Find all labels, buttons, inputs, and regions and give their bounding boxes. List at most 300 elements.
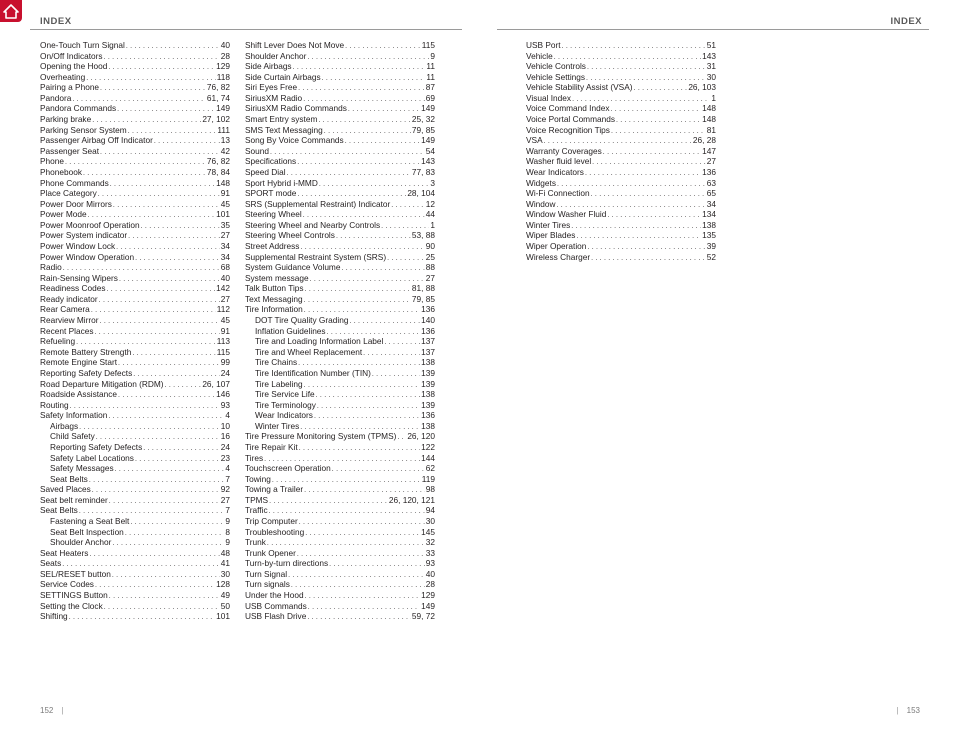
index-subentry <box>245 315 435 326</box>
dot-leader <box>126 42 220 53</box>
index-entry <box>245 167 435 178</box>
index-entry <box>245 611 435 622</box>
entry-term: Vehicle Stability Assist (VSA) <box>526 82 633 93</box>
entry-page: 77, 83 <box>411 166 435 177</box>
dot-leader <box>345 42 421 53</box>
index-entry <box>245 114 435 125</box>
index-entry <box>245 537 435 548</box>
entry-term: Safety Label Locations <box>50 452 134 463</box>
dot-leader <box>318 116 411 127</box>
dot-leader <box>348 105 420 116</box>
entry-term: Washer fluid level <box>526 156 592 167</box>
entry-term: Inflation Guidelines <box>255 325 326 336</box>
dot-leader <box>298 84 425 95</box>
entry-term: Side Airbags <box>245 61 292 72</box>
entry-page: 50 <box>220 600 230 611</box>
dot-leader <box>304 381 420 392</box>
index-subentry <box>245 336 435 347</box>
entry-page: 7 <box>225 505 230 516</box>
entry-term: SiriusXM Radio <box>245 92 303 103</box>
entry-page: 27, 102 <box>202 114 230 125</box>
index-entry <box>245 283 435 294</box>
index-entry <box>245 579 435 590</box>
entry-term: Voice Portal Commands <box>526 114 616 125</box>
entry-page: 26, 107 <box>202 378 230 389</box>
index-subentry <box>245 389 435 400</box>
index-entry <box>526 114 716 125</box>
index-entry <box>40 548 230 559</box>
entry-term: System Guidance Volume <box>245 262 341 273</box>
entry-term: Wiper Blades <box>526 230 576 241</box>
index-entry <box>245 294 435 305</box>
index-entry <box>245 601 435 612</box>
index-entry <box>40 262 230 273</box>
index-entry <box>40 315 230 326</box>
entry-term: Troubleshooting <box>245 526 305 537</box>
index-entry <box>40 326 230 337</box>
entry-term: Shifting <box>40 611 68 622</box>
dot-leader <box>611 127 706 138</box>
entry-page: 79, 85 <box>411 293 435 304</box>
entry-term: Safety Information <box>40 410 108 421</box>
dot-leader <box>143 444 220 455</box>
entry-term: Power Moonroof Operation <box>40 219 140 230</box>
dot-leader <box>310 275 425 286</box>
entry-term: System message <box>245 272 309 283</box>
entry-page: 93 <box>220 399 230 410</box>
entry-page: 8 <box>225 526 230 537</box>
index-entry <box>245 146 435 157</box>
entry-page: 27 <box>706 156 716 167</box>
dot-leader <box>91 306 216 317</box>
index-entry <box>526 199 716 210</box>
index-subentry <box>245 400 435 411</box>
index-entry <box>245 178 435 189</box>
dot-leader <box>269 497 388 508</box>
entry-page: 88 <box>425 262 435 273</box>
dot-leader <box>108 63 215 74</box>
entry-page: 137 <box>421 336 435 347</box>
entry-term: Vehicle Controls <box>526 61 586 72</box>
index-entry <box>40 40 230 51</box>
entry-term: Service Codes <box>40 579 94 590</box>
entry-term: Wiper Operation <box>526 240 587 251</box>
index-entry <box>40 579 230 590</box>
entry-page: 69 <box>425 92 435 103</box>
entry-page: 31 <box>706 61 716 72</box>
index-entry <box>245 548 435 559</box>
index-entry <box>526 209 716 220</box>
dot-leader <box>79 423 220 434</box>
index-entry <box>245 304 435 315</box>
entry-term: Vehicle Settings <box>526 71 586 82</box>
entry-term: Ready indicator <box>40 293 98 304</box>
entry-term: Sound <box>245 145 269 156</box>
entry-page: 45 <box>220 198 230 209</box>
dot-leader <box>299 444 420 455</box>
entry-term: Tire Information <box>245 304 303 315</box>
entry-term: Steering Wheel Controls <box>245 230 335 241</box>
entry-term: Passenger Seat <box>40 145 100 156</box>
index-entry <box>245 40 435 51</box>
entry-term: Tire Identification Number (TIN) <box>255 367 371 378</box>
index-entry <box>245 527 435 538</box>
dot-leader <box>616 116 701 127</box>
index-entry <box>40 188 230 199</box>
dot-leader <box>100 317 220 328</box>
entry-term: Tire Pressure Monitoring System (TPMS) <box>245 431 397 442</box>
dot-leader <box>69 613 215 624</box>
dot-leader <box>119 275 220 286</box>
entry-page: 128 <box>216 579 230 590</box>
dot-leader <box>89 550 219 561</box>
entry-page: 147 <box>702 145 716 156</box>
entry-page: 26, 103 <box>688 82 716 93</box>
entry-page: 11 <box>426 71 435 82</box>
index-entry <box>526 93 716 104</box>
index-subentry <box>40 463 230 474</box>
entry-term: Phone Commands <box>40 177 109 188</box>
index-entry <box>526 188 716 199</box>
dot-leader <box>288 571 425 582</box>
entry-page: 28 <box>220 50 230 61</box>
entry-page: 112 <box>216 304 230 315</box>
entry-term: Wireless Charger <box>526 251 591 262</box>
entry-term: Window Washer Fluid <box>526 209 607 220</box>
entry-term: USB Flash Drive <box>245 611 307 622</box>
entry-term: Shoulder Anchor <box>245 50 307 61</box>
entry-page: 87 <box>425 82 435 93</box>
index-entry <box>40 505 230 516</box>
entry-term: Steering Wheel and Nearby Controls <box>245 219 381 230</box>
index-subentry <box>40 537 230 548</box>
dot-leader <box>587 63 706 74</box>
page-number-right-value: 153 <box>906 706 920 715</box>
dot-leader <box>86 74 216 85</box>
entry-page: 122 <box>421 441 435 452</box>
entry-term: Power Window Lock <box>40 240 116 251</box>
entry-page: 90 <box>425 240 435 251</box>
entry-page: 1 <box>430 219 435 230</box>
entry-page: 30 <box>220 568 230 579</box>
entry-page: 39 <box>706 240 716 251</box>
index-entry <box>40 569 230 580</box>
entry-page: 34 <box>220 251 230 262</box>
entry-page: 13 <box>220 135 230 146</box>
entry-page: 27 <box>220 293 230 304</box>
entry-page: 115 <box>421 40 435 50</box>
dot-leader <box>387 254 425 265</box>
entry-term: Winter Tires <box>255 420 300 431</box>
dot-leader <box>118 391 215 402</box>
entry-page: 93 <box>425 558 435 569</box>
entry-term: Voice Recognition Tips <box>526 124 610 135</box>
entry-term: Vehicle <box>526 50 553 61</box>
entry-page: 140 <box>421 315 435 326</box>
entry-page: 26, 120 <box>407 431 435 442</box>
entry-term: Warranty Coverages <box>526 145 602 156</box>
entry-page: 139 <box>421 399 435 410</box>
entry-term: Remote Battery Strength <box>40 346 132 357</box>
index-subentry <box>245 347 435 358</box>
entry-page: 44 <box>425 209 435 220</box>
entry-page: 136 <box>421 410 435 421</box>
index-entry <box>245 262 435 273</box>
entry-page: 145 <box>421 526 435 537</box>
index-entry <box>40 601 230 612</box>
entry-page: 52 <box>706 251 716 262</box>
entry-page: 113 <box>216 336 230 347</box>
dot-leader <box>112 539 224 550</box>
index-entry <box>526 167 716 178</box>
entry-page: 136 <box>702 166 716 177</box>
entry-term: Rearview Mirror <box>40 315 99 326</box>
entry-page: 27 <box>425 272 435 283</box>
index-subentry <box>40 421 230 432</box>
entry-page: 40 <box>425 568 435 579</box>
dot-leader <box>307 53 429 64</box>
entry-term: Tire and Wheel Replacement <box>255 346 363 357</box>
entry-page: 34 <box>220 240 230 251</box>
header-divider-left <box>30 29 462 30</box>
dot-leader <box>291 581 425 592</box>
index-entry <box>526 40 716 51</box>
dot-leader <box>141 222 220 233</box>
entry-page: 118 <box>216 71 230 82</box>
entry-page: 28 <box>425 579 435 590</box>
entry-page: 27 <box>220 494 230 505</box>
dot-leader <box>100 84 206 95</box>
index-entry <box>40 495 230 506</box>
entry-term: Passenger Airbag Off Indicator <box>40 135 153 146</box>
dot-leader <box>571 222 701 233</box>
entry-term: Shift Lever Does Not Move <box>245 40 345 50</box>
entry-term: TPMS <box>245 494 269 505</box>
home-icon[interactable] <box>0 0 22 22</box>
entry-term: Turn Signal <box>245 568 288 579</box>
dot-leader <box>297 158 420 169</box>
entry-page: 11 <box>426 61 435 72</box>
entry-page: 138 <box>421 420 435 431</box>
entry-page: 26, 28 <box>692 135 716 146</box>
entry-term: Rear Camera <box>40 304 90 315</box>
dot-leader <box>99 296 220 307</box>
index-entry <box>245 484 435 495</box>
entry-page: 129 <box>216 61 230 72</box>
index-entry <box>245 431 435 442</box>
dot-leader <box>109 592 220 603</box>
index-entry <box>40 146 230 157</box>
index-entry <box>245 93 435 104</box>
entry-page: 98 <box>425 484 435 495</box>
index-entry <box>526 178 716 189</box>
entry-page: 24 <box>220 367 230 378</box>
entry-page: 129 <box>421 590 435 601</box>
entry-term: Smart Entry system <box>245 114 318 125</box>
entry-page: 27 <box>220 230 230 241</box>
dot-leader <box>307 613 411 624</box>
entry-page: 30 <box>425 516 435 527</box>
entry-page: 144 <box>421 452 435 463</box>
index-entry <box>40 72 230 83</box>
dot-leader <box>165 381 202 392</box>
entry-page: 3 <box>430 177 435 188</box>
entry-page: 146 <box>216 389 230 400</box>
entry-page: 92 <box>220 484 230 495</box>
dot-leader <box>98 190 220 201</box>
index-subentry <box>40 474 230 485</box>
dot-leader <box>304 296 411 307</box>
entry-page: 143 <box>421 156 435 167</box>
index-entry <box>40 252 230 263</box>
dot-leader <box>92 486 220 497</box>
entry-page: 134 <box>702 209 716 220</box>
index-subentry <box>245 379 435 390</box>
index-subentry <box>245 326 435 337</box>
entry-term: Airbags <box>50 420 79 431</box>
dot-leader <box>397 433 406 444</box>
entry-term: Wi-Fi Connection <box>526 188 590 199</box>
entry-term: Siri Eyes Free <box>245 82 298 93</box>
entry-term: Seat Belt Inspection <box>50 526 124 537</box>
entry-page: 16 <box>220 431 230 442</box>
entry-term: Seats <box>40 558 62 569</box>
entry-term: Tire and Loading Information Label <box>255 336 384 347</box>
dot-leader <box>154 137 220 148</box>
index-entry <box>245 82 435 93</box>
dot-leader <box>65 158 206 169</box>
entry-page: 40 <box>220 40 230 50</box>
dot-leader <box>603 148 701 159</box>
entry-page: 76, 82 <box>206 156 230 167</box>
index-entry <box>40 368 230 379</box>
dot-leader <box>562 42 706 53</box>
entry-page: 63 <box>706 177 716 188</box>
entry-term: Specifications <box>245 156 297 167</box>
entry-page: 59, 72 <box>411 611 435 622</box>
entry-page: 111 <box>217 124 230 135</box>
entry-page: 33 <box>425 547 435 558</box>
index-subentry <box>40 442 230 453</box>
index-entry <box>40 114 230 125</box>
dot-leader <box>332 465 425 476</box>
dot-leader <box>132 349 215 360</box>
entry-term: Place Category <box>40 188 97 199</box>
index-entry <box>245 230 435 241</box>
index-entry <box>245 188 435 199</box>
entry-term: Road Departure Mitigation (RDM) <box>40 378 164 389</box>
entry-term: Song By Voice Commands <box>245 135 344 146</box>
dot-leader <box>322 74 426 85</box>
entry-term: Power Door Mirrors <box>40 198 112 209</box>
entry-term: Talk Button Tips <box>245 283 304 294</box>
index-entry <box>245 72 435 83</box>
entry-term: Touchscreen Operation <box>245 463 331 474</box>
entry-page: 54 <box>425 145 435 156</box>
entry-term: Power System indicator <box>40 230 128 241</box>
index-entry <box>526 61 716 72</box>
index-column-2 <box>245 40 435 622</box>
entry-page: 9 <box>225 516 230 527</box>
entry-page: 12 <box>425 198 435 209</box>
index-entry <box>526 82 716 93</box>
index-entry <box>526 220 716 231</box>
index-entry <box>40 336 230 347</box>
index-entry <box>40 357 230 368</box>
entry-term: Power Mode <box>40 209 87 220</box>
entry-term: Towing <box>245 473 271 484</box>
dot-leader <box>135 455 220 466</box>
entry-page: 65 <box>706 188 716 199</box>
page-number-left-value: 152 <box>40 706 54 715</box>
index-entry <box>40 156 230 167</box>
entry-term: One-Touch Turn Signal <box>40 40 125 50</box>
entry-term: Reporting Safety Defects <box>40 367 133 378</box>
page-number-left: 152 | <box>40 706 64 715</box>
index-entry <box>40 611 230 622</box>
entry-page: 40 <box>220 272 230 283</box>
index-subentry <box>245 421 435 432</box>
index-entry <box>40 241 230 252</box>
entry-term: Shoulder Anchor <box>50 537 112 548</box>
index-entry <box>245 103 435 114</box>
entry-term: Rain-Sensing Wipers <box>40 272 118 283</box>
entry-page: 148 <box>702 114 716 125</box>
index-entry <box>40 199 230 210</box>
entry-term: Routing <box>40 399 69 410</box>
index-entry <box>526 156 716 167</box>
entry-page: 119 <box>421 473 435 484</box>
entry-term: Visual Index <box>526 92 572 103</box>
dot-leader <box>95 328 220 339</box>
index-entry <box>40 230 230 241</box>
entry-term: Widgets <box>526 177 556 188</box>
index-entry <box>245 273 435 284</box>
index-entry <box>245 569 435 580</box>
entry-page: 30 <box>706 71 716 82</box>
dot-leader <box>104 53 220 64</box>
index-column-3 <box>526 40 716 262</box>
index-entry <box>40 273 230 284</box>
entry-term: Tire Terminology <box>255 399 316 410</box>
entry-page: 94 <box>425 505 435 516</box>
entry-term: Pandora Commands <box>40 103 117 114</box>
entry-term: Recent Places <box>40 325 94 336</box>
dot-leader <box>384 338 420 349</box>
index-entry <box>245 135 435 146</box>
entry-page: 115 <box>216 346 230 357</box>
entry-page: 137 <box>421 346 435 357</box>
entry-page: 143 <box>702 50 716 61</box>
index-entry <box>40 389 230 400</box>
dot-leader <box>372 370 420 381</box>
entry-term: Refueling <box>40 336 76 347</box>
entry-page: 51 <box>706 40 716 50</box>
entry-term: SEL/RESET button <box>40 568 111 579</box>
dot-leader <box>329 560 425 571</box>
entry-term: Traffic <box>245 505 268 516</box>
entry-term: Seat belt reminder <box>40 494 108 505</box>
entry-page: 149 <box>421 103 435 114</box>
index-entry <box>245 463 435 474</box>
entry-page: 138 <box>421 357 435 368</box>
entry-page: 23 <box>220 452 230 463</box>
index-entry <box>526 135 716 146</box>
entry-page: 101 <box>216 611 230 622</box>
index-entry <box>245 199 435 210</box>
page-title-right: INDEX <box>890 16 922 27</box>
dot-leader <box>585 169 701 180</box>
